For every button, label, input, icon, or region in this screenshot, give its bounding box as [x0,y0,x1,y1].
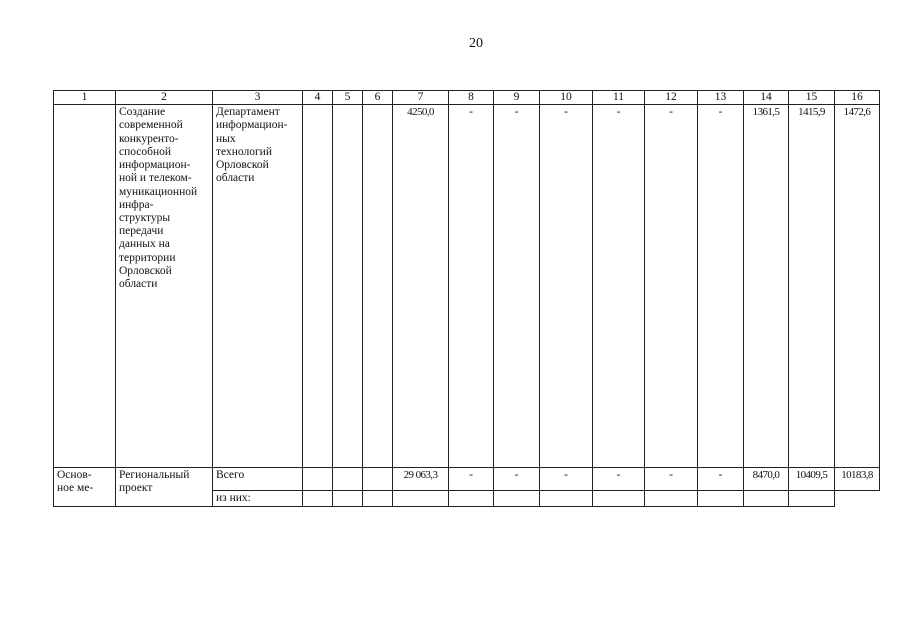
table-row [54,105,880,468]
cell-line: муникационной [119,185,198,198]
page-number: 20 [469,36,483,51]
cell-line: ное ме- [57,482,94,495]
header-cell: 3 [213,91,303,105]
header-cell: 11 [593,91,645,105]
table-cell [303,468,333,491]
header-cell: 10 [540,91,593,105]
table-cell [645,491,698,507]
cell-line: территории [119,251,176,264]
cell-line: информацион- [216,119,288,132]
value-cell: 1415,9 [789,105,835,468]
table-cell [333,491,363,507]
cell-line: Департамент [216,106,280,119]
dash-cell: - [494,468,540,491]
header-cell: 4 [303,91,333,105]
dash-cell: - [645,468,698,491]
table-cell [333,468,363,491]
header-cell: 14 [744,91,789,105]
table-cell [449,491,494,507]
table-cell [698,491,744,507]
table-cell [744,491,789,507]
cell-line: ной и телеком- [119,172,192,185]
table-cell [363,491,393,507]
cell-line: области [119,278,158,291]
dash-cell: - [540,105,593,468]
table-cell [540,491,593,507]
measure-name-cell [116,105,213,468]
header-cell: 12 [645,91,698,105]
header-cell: 6 [363,91,393,105]
header-cell: 16 [835,91,880,105]
table-cell [303,491,333,507]
table-cell [593,491,645,507]
value-cell: 8470,0 [744,468,789,491]
header-row [54,91,880,105]
dash-cell: - [698,468,744,491]
header-cell: 15 [789,91,835,105]
table-cell [303,105,333,468]
dash-cell: - [698,105,744,468]
header-cell: 5 [333,91,363,105]
dash-cell: - [645,105,698,468]
measure-type-cell [54,468,116,507]
cell-line: информацион- [119,159,191,172]
table-row [54,468,880,491]
table-cell [363,105,393,468]
cell-line: технологий [216,145,272,158]
table-cell [333,105,363,468]
cell-line: способной [119,145,172,158]
cell-line: проект [119,482,153,495]
cell-line: Региональный [119,469,190,482]
cell-line: Орловской [119,264,172,277]
table-cell [393,491,449,507]
table-cell [54,105,116,468]
header-cell: 7 [393,91,449,105]
cell-line: передачи [119,225,164,238]
dash-cell: - [593,468,645,491]
cell-line: современной [119,119,183,132]
cell-line: Орловской [216,159,269,172]
value-cell: 10409,5 [789,468,835,491]
value-cell: 29 063,3 [393,468,449,491]
dash-cell: - [449,468,494,491]
dash-cell: - [494,105,540,468]
header-cell: 13 [698,91,744,105]
value-cell: 10183,8 [835,468,880,491]
table-cell [494,491,540,507]
cell-line: области [216,172,255,185]
cell-line: ных [216,132,236,145]
table-cell [363,468,393,491]
header-cell: 9 [494,91,540,105]
budget-table [53,90,880,507]
table-cell [789,491,835,507]
dash-cell: - [449,105,494,468]
value-cell: 1361,5 [744,105,789,468]
value-cell: 4250,0 [393,105,449,468]
executor-cell [213,105,303,468]
dash-cell: - [540,468,593,491]
total-label-cell: Всего [213,468,303,491]
cell-line: данных на [119,238,170,251]
cell-line: инфра- [119,198,154,211]
measure-name-cell [116,468,213,507]
header-cell: 2 [116,91,213,105]
cell-line: Создание [119,106,166,119]
cell-line: структуры [119,211,171,224]
dash-cell: - [593,105,645,468]
subtotal-label-cell: из них: [213,491,303,507]
cell-line: Основ- [57,469,92,482]
header-cell: 1 [54,91,116,105]
value-cell: 1472,6 [835,105,880,468]
header-cell: 8 [449,91,494,105]
cell-line: конкуренто- [119,132,179,145]
